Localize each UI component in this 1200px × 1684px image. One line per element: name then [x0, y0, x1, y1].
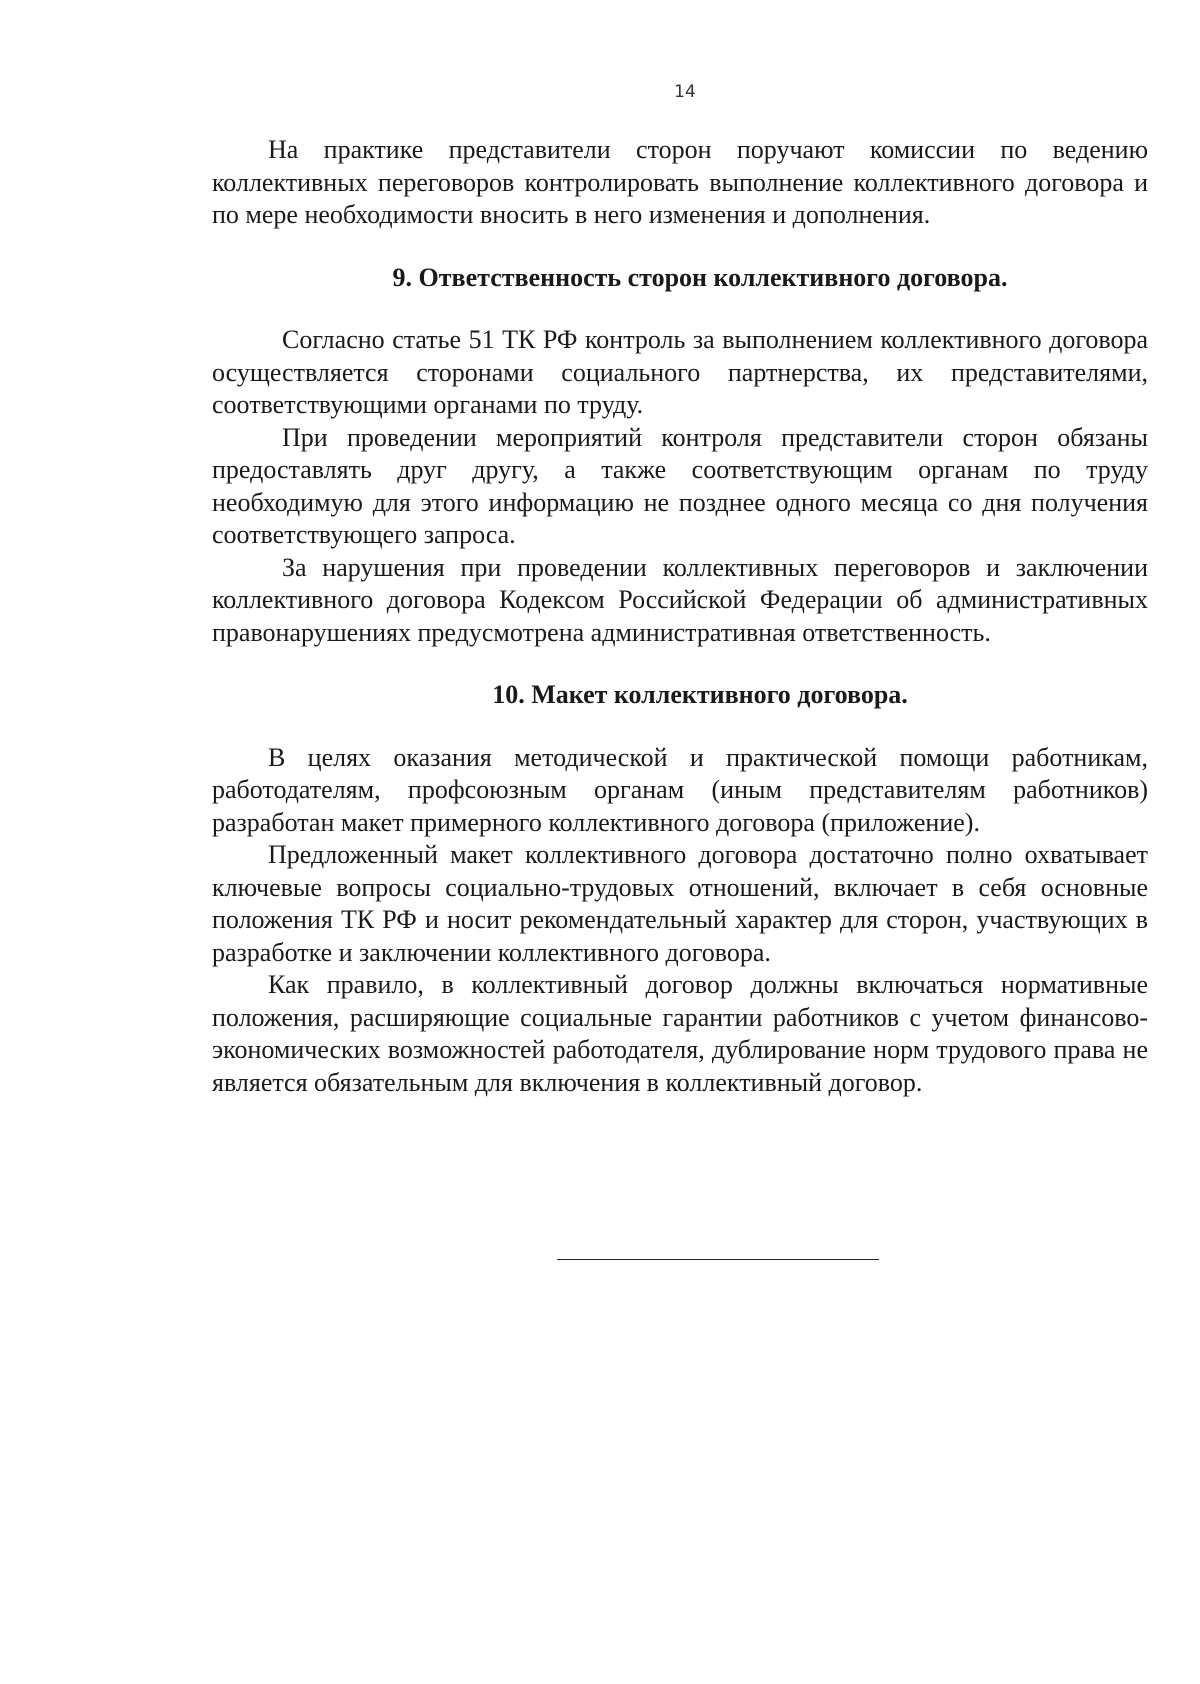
section-9-heading: 9. Ответственность сторон коллективного договора.	[392, 262, 1008, 292]
page-number: 14	[674, 82, 696, 102]
document-body	[212, 134, 1148, 1099]
section-10-paragraph-3: Как правило, в коллективный договор должны включаться нормативные положения, расширяющие социальные гарантии работников с учетом финансово-экономических возможностей работодателя, дублирование норм трудового права не является обязательным для включения в коллективный договор.	[212, 970, 1148, 1097]
section-9-paragraph-1: Согласно статье 51 ТК РФ контроль за выполнением коллективного договора осуществляется сторонами социального партнерства, их представителями, соответствующими органами по труду.	[212, 325, 1148, 419]
end-of-document-rule	[557, 1259, 879, 1260]
section-9-paragraph-2: При проведении мероприятий контроля представители сторон обязаны предоставлять друг другу, а также соответствующим органам по труду необходимую для этого информацию не позднее одного месяца со дня получения соответствующего запроса.	[212, 422, 1148, 549]
intro-paragraph: На практике представители сторон поручают комиссии по ведению коллективных переговоров контролировать выполнение коллективного договора и по мере необходимости вносить в него изменения и дополнения.	[212, 135, 1148, 229]
section-10-heading: 10. Макет коллективного договора.	[492, 680, 908, 709]
section-9-paragraph-3: За нарушения при проведении коллективных переговоров и заключении коллективного договора Кодексом Российской Федерации об административных правонарушениях предусмотрена административная ответственность.	[212, 552, 1148, 647]
section-10-paragraph-1: В целях оказания методической и практической помощи работникам, работодателям, профсоюзным органам (иным представителям работников) разработан макет примерного коллективного договора (приложение).	[212, 742, 1148, 837]
section-10-paragraph-2: Предложенный макет коллективного договора достаточно полно охватывает ключевые вопросы социально-трудовых отношений, включает в себя основные положения ТК РФ и носит рекомендательный характер для сторон, участвующих в разработке и заключении коллективного договора.	[212, 840, 1148, 967]
